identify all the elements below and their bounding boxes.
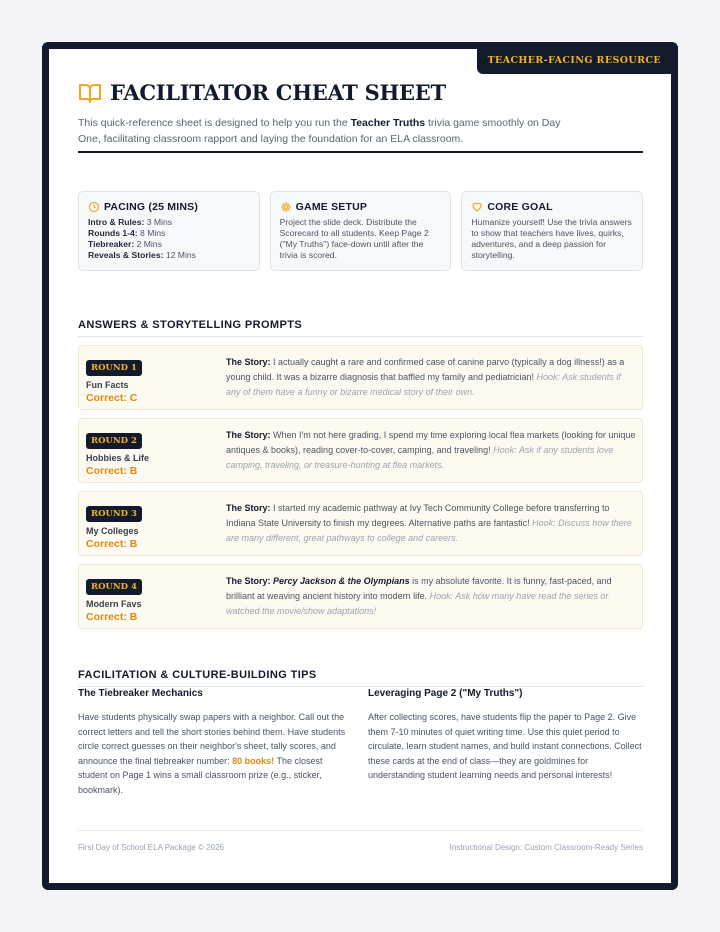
intro-text: This quick-reference sheet is designed to help you run the Teacher Truths trivia game smoothly on Day One, facilitating classroom rapport and laying the foundation for an ELA classroom. <box>78 117 561 145</box>
round-category: Hobbies & Life <box>86 453 150 463</box>
goal-text: Humanize yourself! Use the trivia answers to show that teachers have lives, quirks, adventures, and a deep passion for storytelling. <box>471 217 632 260</box>
tips-columns <box>78 688 643 797</box>
hook-prompt: Hook: Ask how many have read the series or watched the movie/show adaptations! <box>226 591 609 616</box>
correct-answer: Correct: B <box>86 538 138 550</box>
answers-heading: ANSWERS & STORYTELLING PROMPTS <box>78 319 643 337</box>
resource-tag: TEACHER-FACING RESOURCE <box>477 48 672 74</box>
game-name: Teacher Truths <box>350 117 426 129</box>
setup-text: Project the slide deck. Distribute the Scorecard to all students. Keep Page 2 ("My Truths") face-down until after the trivia is scored. <box>279 217 429 260</box>
title-divider <box>78 151 643 153</box>
setup-card <box>270 191 452 271</box>
pacing-list <box>88 217 250 261</box>
round-row <box>78 491 643 556</box>
correct-answer: Correct: C <box>86 392 138 404</box>
setup-title: GAME SETUP <box>295 201 368 213</box>
footer-copyright: First Day of School ELA Package © 2026 <box>78 843 224 852</box>
round-row <box>78 345 643 410</box>
goal-title: CORE GOAL <box>487 201 553 213</box>
tiebreaker-number: 80 books! <box>232 755 275 766</box>
page2-title: Leveraging Page 2 ("My Truths") <box>368 688 523 699</box>
round-category: My Colleges <box>86 526 139 536</box>
round-row <box>78 418 643 483</box>
round-badge: ROUND 4 <box>86 579 142 595</box>
round-story: The Story: Percy Jackson & the Olympians is my absolute favorite. It is funny, fast-paced, and brilliant at weaving ancient history into modern life. Hook: Ask how many have read the series or watched the movie/show adaptations! <box>226 576 612 616</box>
page2-tip <box>368 688 643 797</box>
round-story: The Story: I started my academic pathway at Ivy Tech Community College before transferring to Indiana State University to finish my degrees. Alternative paths are fantastic! Hook: Discuss how there are many different, great pathways to college and careers. <box>226 503 632 543</box>
round-row <box>78 564 643 629</box>
correct-answer: Correct: B <box>86 611 138 623</box>
footer-series: Instructional Design: Custom Classroom-Ready Series <box>449 843 643 852</box>
round-badge: ROUND 2 <box>86 433 142 449</box>
page-footer <box>78 830 643 852</box>
book-title: Percy Jackson & the Olympians <box>273 576 410 586</box>
round-badge: ROUND 1 <box>86 360 142 376</box>
tiebreaker-text: Have students physically swap papers with a neighbor. Call out the correct letters and tell the short stories behind them. Have students circle correct guesses on their neighbor's sheet, tally scores, and announce the final tiebreaker number: 80 books! The closest student on Page 1 wins a small classroom prize (e.g., sticker, bookmark). <box>78 712 346 795</box>
round-story: The Story: I actually caught a rare and confirmed case of canine parvo (typically a dog illness!) as a young child. It was a bizarre diagnosis that baffled my family and pediatrician! Hook: Ask students if any of them have a funny or bizarre medical story of their own. <box>226 357 625 397</box>
cheat-sheet-page <box>42 42 678 890</box>
pacing-row: Rounds 1-4: 8 Mins <box>88 228 166 238</box>
clock-icon <box>88 201 100 213</box>
info-cards <box>78 191 643 271</box>
tiebreaker-title: The Tiebreaker Mechanics <box>78 688 203 699</box>
tips-heading: FACILITATION & CULTURE-BUILDING TIPS <box>78 669 643 687</box>
correct-answer: Correct: B <box>86 465 138 477</box>
round-story: The Story: When I'm not here grading, I spend my time exploring local flea markets (looking for unique antiques & books), reading cover-to-cover, camping, and traveling! Hook: Ask if any students love camping, traveling, or treasure-hunting at flea markets. <box>226 430 636 470</box>
hook-prompt: Hook: Discuss how there are many different, great pathways to college and careers. <box>226 518 632 543</box>
pacing-row: Reveals & Stories: 12 Mins <box>88 250 196 260</box>
page-title: FACILITATOR CHEAT SHEET <box>110 80 446 105</box>
hook-prompt: Hook: Ask students if any of them have a funny or bizarre medical story of their own. <box>226 372 621 397</box>
goal-card <box>461 191 643 271</box>
hook-prompt: Hook: Ask if any students love camping, traveling, or treasure-hunting at flea markets. <box>226 445 614 470</box>
pacing-title: PACING (25 MINS) <box>104 201 199 213</box>
tiebreaker-tip <box>78 688 353 797</box>
round-badge: ROUND 3 <box>86 506 142 522</box>
title-row <box>78 80 446 105</box>
pacing-row: Intro & Rules: 3 Mins <box>88 217 173 227</box>
open-book-icon <box>78 81 102 105</box>
round-category: Modern Favs <box>86 599 142 609</box>
round-category: Fun Facts <box>86 380 129 390</box>
pacing-card <box>78 191 260 271</box>
gear-icon <box>280 201 292 213</box>
heart-icon <box>471 201 483 213</box>
page2-text: After collecting scores, have students flip the paper to Page 2. Give them 7-10 minutes of quiet writing time. Use this quiet period to circulate, learn student names, and build instant connections. Collect these cards at the end of class—they are goldmines for understanding student learning needs and personal interests! <box>368 712 642 780</box>
pacing-row: Tiebreaker: 2 Mins <box>88 239 162 249</box>
